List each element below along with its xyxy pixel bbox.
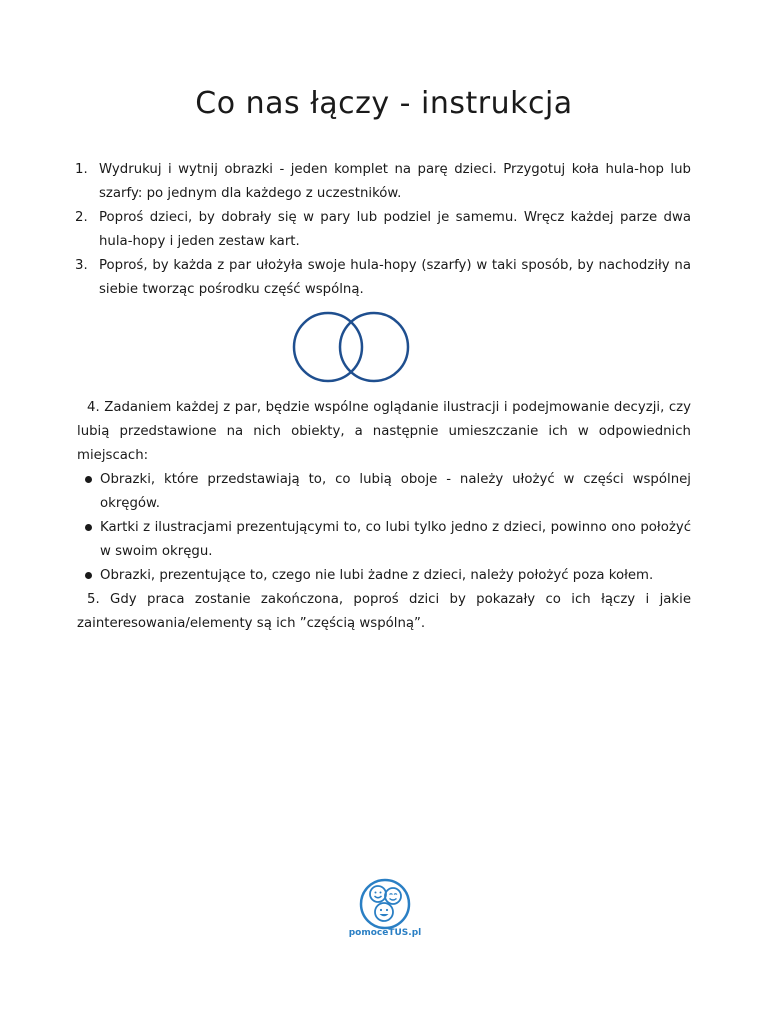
bullet-text: Obrazki, prezentujące to, czego nie lubi żadne z dzieci, należy położyć poza kołem. bbox=[100, 568, 654, 583]
step-number: 3. bbox=[75, 258, 88, 273]
step-item bbox=[77, 254, 691, 302]
venn-diagram-icon bbox=[291, 310, 413, 384]
bullet-list bbox=[77, 468, 691, 588]
bullet-dot bbox=[85, 572, 92, 579]
bullet-item bbox=[77, 516, 691, 564]
step-text: Poproś dzieci, by dobrały się w pary lub podziel je samemu. Wręcz każdej parze dwa hula-hopy i jeden zestaw kart. bbox=[99, 210, 691, 249]
bullet-text: Obrazki, które przedstawiają to, co lubią oboje - należy ułożyć w części wspólnej okręgów. bbox=[100, 472, 691, 511]
bullet-text: Kartki z ilustracjami prezentującymi to, co lubi tylko jedno z dzieci, powinno ono położyć w swoim okręgu. bbox=[100, 520, 691, 559]
bullet-item bbox=[77, 564, 691, 588]
bullet-dot bbox=[85, 524, 92, 531]
step-item bbox=[77, 206, 691, 254]
step-number: 1. bbox=[75, 162, 88, 177]
steps-list bbox=[77, 158, 691, 302]
instructions-continued bbox=[77, 396, 691, 636]
bullet-dot bbox=[85, 476, 92, 483]
step-number: 2. bbox=[75, 210, 88, 225]
step-4-paragraph: 4. Zadaniem każdej z par, będzie wspólne oglądanie ilustracji i podejmowanie decyzji, czy lubią przedstawione na nich obiekty, a następnie umieszczanie ich w odpowiednich miejscach: bbox=[77, 400, 691, 463]
step-text: Wydrukuj i wytnij obrazki - jeden komplet na parę dzieci. Przygotuj koła hula-hop lub szarfy: po jednym dla każdego z uczestników. bbox=[99, 162, 691, 201]
venn-right-circle bbox=[340, 313, 408, 381]
venn-left-circle bbox=[294, 313, 362, 381]
step-text: Poproś, by każda z par ułożyła swoje hula-hopy (szarfy) w taki sposób, by nachodziły na siebie tworząc pośrodku część wspólną. bbox=[99, 258, 691, 297]
step-5-paragraph: 5. Gdy praca zostanie zakończona, poproś dzici by pokazały co ich łączy i jakie zainteresowania/elementy są ich ”częścią wspólną”. bbox=[77, 592, 691, 631]
logo-text: pomoceTUS.pl bbox=[348, 928, 422, 938]
steps-section bbox=[77, 158, 691, 302]
step-item bbox=[77, 158, 691, 206]
bullet-item bbox=[77, 468, 691, 516]
page-title: Co nas łączy - instrukcja bbox=[195, 86, 573, 121]
